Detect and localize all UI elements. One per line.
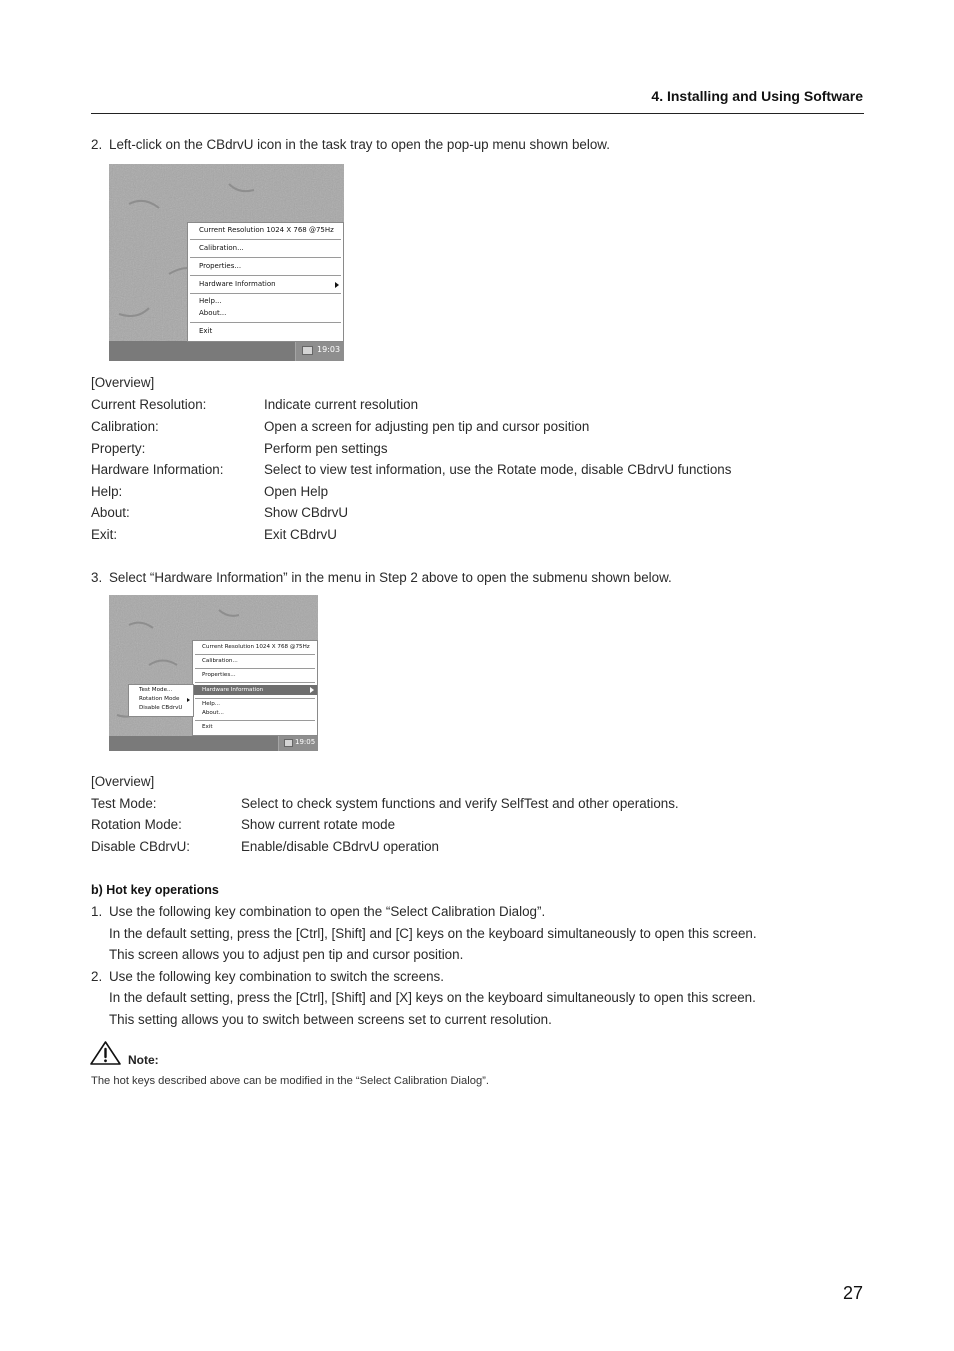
popup-menu bbox=[192, 640, 318, 736]
overview1-term: Exit: bbox=[91, 527, 118, 542]
submenu-screenshot bbox=[109, 595, 318, 751]
menu-separator bbox=[195, 698, 315, 699]
step3-number: 3. bbox=[91, 570, 103, 585]
step3-text: Select “Hardware Information” in the menu in Step 2 above to open the submenu shown below. bbox=[109, 570, 672, 585]
menu-separator bbox=[190, 293, 341, 294]
taskbar bbox=[109, 341, 344, 361]
menu-separator bbox=[190, 239, 341, 240]
cbdrvu-tray-icon[interactable] bbox=[302, 346, 313, 355]
submenu-arrow-icon bbox=[187, 698, 190, 702]
menu-item-calibration[interactable]: Calibration... bbox=[202, 658, 238, 664]
submenu-item-disable-cbdrvu[interactable]: Disable CBdrvU bbox=[139, 705, 183, 711]
menu-item-current-resolution[interactable]: Current Resolution 1024 X 768 @75Hz bbox=[202, 644, 310, 650]
tray-clock: 19:03 bbox=[317, 345, 341, 354]
overview1-desc: Perform pen settings bbox=[264, 441, 388, 456]
menu-item-label: Hardware Information bbox=[202, 687, 264, 693]
menu-item-hardware-information[interactable] bbox=[193, 685, 317, 695]
hotkey-item-line: In the default setting, press the [Ctrl], [Shift] and [X] keys on the keyboard simultaneously to open this screen. bbox=[109, 990, 756, 1005]
popup-menu bbox=[187, 222, 344, 342]
tray-clock: 19:05 bbox=[295, 738, 316, 746]
overview1-desc: Show CBdrvU bbox=[264, 505, 349, 520]
menu-separator bbox=[190, 257, 341, 258]
submenu-item-label: Rotation Mode bbox=[139, 696, 180, 702]
menu-separator bbox=[190, 322, 341, 323]
hotkey-item-number: 1. bbox=[91, 904, 103, 919]
menu-item-hardware-information[interactable] bbox=[188, 280, 343, 288]
step2-number: 2. bbox=[91, 137, 103, 152]
overview1-term: About: bbox=[91, 505, 130, 520]
menu-item-about[interactable]: About... bbox=[199, 309, 227, 317]
menu-item-exit[interactable]: Exit bbox=[199, 327, 213, 335]
hardware-submenu bbox=[128, 684, 194, 717]
hotkey-item-line: Use the following key combination to open the “Select Calibration Dialog”. bbox=[109, 904, 546, 919]
submenu-arrow-icon bbox=[335, 282, 339, 288]
menu-item-calibration[interactable]: Calibration... bbox=[199, 244, 244, 252]
overview1-desc: Indicate current resolution bbox=[264, 397, 419, 412]
menu-separator bbox=[195, 720, 315, 721]
overview1-term: Hardware Information: bbox=[91, 462, 224, 477]
menu-item-help[interactable]: Help... bbox=[202, 701, 221, 707]
header-rule bbox=[91, 113, 864, 114]
note-text: The hot keys described above can be modified in the “Select Calibration Dialog”. bbox=[91, 1075, 489, 1087]
taskbar bbox=[109, 736, 318, 751]
submenu-item-rotation-mode[interactable] bbox=[129, 696, 193, 702]
overview2-desc: Select to check system functions and verify SelfTest and other operations. bbox=[241, 796, 679, 811]
menu-separator bbox=[195, 654, 315, 655]
warning-icon bbox=[89, 1040, 122, 1066]
overview1-term: Current Resolution: bbox=[91, 397, 207, 412]
menu-item-about[interactable]: About... bbox=[202, 710, 224, 716]
hotkey-item-line: Use the following key combination to switch the screens. bbox=[109, 969, 444, 984]
overview2-term: Disable CBdrvU: bbox=[91, 839, 190, 854]
menu-item-properties[interactable]: Properties... bbox=[202, 672, 236, 678]
menu-item-label: Hardware Information bbox=[199, 280, 276, 288]
system-tray bbox=[278, 736, 318, 751]
overview1-heading: [Overview] bbox=[91, 375, 155, 390]
menu-item-exit[interactable]: Exit bbox=[202, 724, 213, 730]
hotkey-item-line: This setting allows you to switch between screens set to current resolution. bbox=[109, 1012, 552, 1027]
step2-text: Left-click on the CBdrvU icon in the task tray to open the pop-up menu shown below. bbox=[109, 137, 610, 152]
hotkey-item-line: In the default setting, press the [Ctrl], [Shift] and [C] keys on the keyboard simultaneously to open this screen. bbox=[109, 926, 757, 941]
menu-separator bbox=[195, 682, 315, 683]
overview2-desc: Enable/disable CBdrvU operation bbox=[241, 839, 440, 854]
overview1-term: Help: bbox=[91, 484, 123, 499]
menu-item-help[interactable]: Help... bbox=[199, 297, 222, 305]
overview2-term: Test Mode: bbox=[91, 796, 157, 811]
overview2-desc: Show current rotate mode bbox=[241, 817, 396, 832]
cbdrvu-tray-icon[interactable] bbox=[284, 739, 293, 747]
page-number: 27 bbox=[842, 1283, 863, 1303]
overview1-term: Calibration: bbox=[91, 419, 159, 434]
submenu-item-test-mode[interactable]: Test Mode... bbox=[139, 687, 173, 693]
hotkey-item-number: 2. bbox=[91, 969, 103, 984]
overview1-term: Property: bbox=[91, 441, 146, 456]
overview1-desc: Open Help bbox=[264, 484, 329, 499]
menu-separator bbox=[195, 668, 315, 669]
popup-menu-screenshot bbox=[109, 164, 344, 361]
overview1-desc: Exit CBdrvU bbox=[264, 527, 337, 542]
hotkey-item-line: This screen allows you to adjust pen tip and cursor position. bbox=[109, 947, 464, 962]
menu-item-properties[interactable]: Properties... bbox=[199, 262, 242, 270]
menu-separator bbox=[190, 275, 341, 276]
menu-item-current-resolution[interactable]: Current Resolution 1024 X 768 @75Hz bbox=[199, 226, 334, 234]
section-title: 4. Installing and Using Software bbox=[651, 88, 863, 104]
system-tray bbox=[295, 341, 344, 361]
hotkeys-heading: b) Hot key operations bbox=[91, 883, 219, 897]
overview1-desc: Select to view test information, use the Rotate mode, disable CBdrvU functions bbox=[264, 462, 732, 477]
overview2-term: Rotation Mode: bbox=[91, 817, 182, 832]
note-title: Note: bbox=[128, 1053, 159, 1067]
overview2-heading: [Overview] bbox=[91, 774, 155, 789]
submenu-arrow-icon bbox=[310, 687, 314, 693]
overview1-desc: Open a screen for adjusting pen tip and cursor position bbox=[264, 419, 590, 434]
